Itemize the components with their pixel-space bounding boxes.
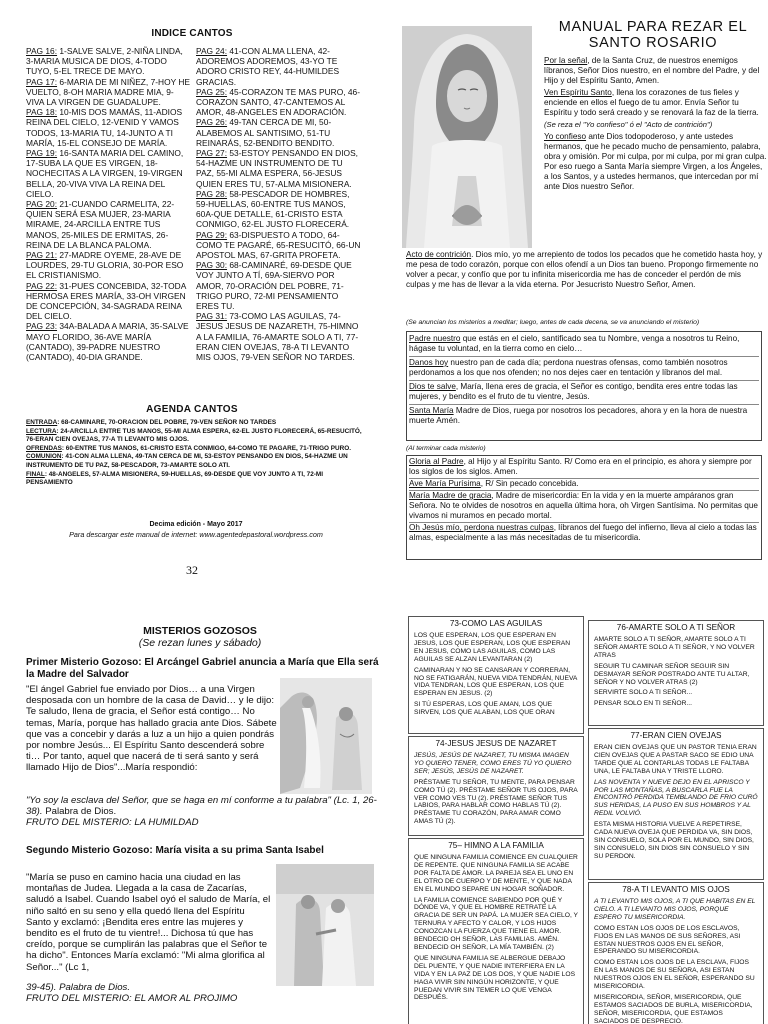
closing-note: (Al terminar cada misterio) (406, 445, 486, 452)
mysteries-note: (Se anuncian los misterios a meditar; luego, antes de cada decena, se va anunciando el misterio) (406, 319, 700, 326)
song-verse: SEGUIR TU CAMINAR SEÑOR SEGUIR SIN DESMAYAR SEÑOR POSTRADO ANTE TU ALTAR, SEÑOR Y NO VOLVER ATRAS (2) (594, 662, 750, 686)
prayer (409, 333, 759, 357)
song-76 (588, 620, 764, 726)
agenda-label: FINAL (26, 470, 45, 478)
index-songs: 63-DISPUESTO A TODO, 64-COMO TE PAGARÉ, 65-RESUCITÓ, 66-UN APOSTOL MAS, 67-GRITA PROFETA. (196, 229, 361, 261)
index-page-ref: PAG 21: (26, 250, 58, 261)
index-entry (26, 199, 190, 250)
virgin-mary-image (402, 26, 532, 248)
index-page-ref: PAG 22: (26, 280, 58, 291)
closing-prayer (409, 523, 759, 544)
songs-page (404, 612, 768, 1024)
index-songs: 6-MARIA DE MI NIÑEZ, 7-HOY HE VUELTO, 8-OH MARIA MADRE MIA, 9-VIVA LA VIRGEN DE GUADALUPE. (26, 76, 190, 108)
index-title: INDICE CANTOS (151, 28, 233, 39)
confess-label: Yo confieso (544, 132, 587, 141)
prayer-label: Dios te salve (409, 382, 456, 391)
page-number: 32 (186, 563, 198, 577)
confession-note: (Se reza el "Yo confieso" ó el "Acto de contrición") (544, 120, 713, 129)
prayer (409, 405, 759, 428)
agenda-row (26, 445, 366, 454)
index-entry (196, 260, 362, 311)
index-column-1 (26, 46, 190, 362)
index-songs: 34A-BALADA A MARIA, 35-SALVE MAYO FLORIDO, 36-AVE MARÍA (CANTADO), 39-PADRE NUESTRO (CANTADO), 40-DIA GRANDE. (26, 321, 189, 363)
song-title: 74-JESUS JESUS DE NAZARET (435, 739, 557, 748)
index-songs: 10-MIS DOS MAMÁS, 11-ADIOS REINA DEL CIELO, 12-VENID Y VAMOS TODOS, 13-MARIA TU, 14-JUNTO A TI MARÍA, 15-EL CONSEJO DE MARÍA. (26, 107, 183, 148)
first-mystery-quote (26, 795, 386, 829)
song-verse: SERVIRTE SOLO A TI SEÑOR... (594, 689, 693, 697)
first-word: Palabra de Dios. (45, 806, 117, 818)
closing-prayers (406, 455, 762, 560)
prayer-text: , María, llena eres de gracia, el Señor es contigo, bendita eres entre todas las mujeres, y bendito es el fruto de tu vientre, Jesús. (409, 382, 738, 401)
manual-title: MANUAL PARA REZAR EL SANTO ROSARIO (558, 19, 748, 51)
spirit-text: , llena los corazones de tus fieles y enciende en ellos el fuego de tu amor. Envía Señor tu Espíritu y todo será creado y se renovará la faz de la tierra. (544, 88, 759, 117)
closing-prayer (409, 491, 759, 523)
prayer (409, 381, 759, 405)
song-title: 73-COMO LAS AGUILAS (449, 619, 543, 628)
index-page-ref: PAG 18: (26, 107, 58, 118)
index-page-ref: PAG 17: (26, 76, 58, 87)
song-verse: COMO ESTAN LOS OJOS DE LA ESCLAVA, FIJOS EN LAS MANOS DE SU SEÑORA, ASI ESTAN NUESTROS OJOS EN EL SEÑOR, ESPERANDO SU MISERICORDIA. (594, 959, 755, 991)
prayer-text: nuestro pan de cada día; perdona nuestras ofensas, como también nosotros perdonamos a los que nos ofenden; no nos dejes caer en tentación y líbranos del mal. (409, 358, 728, 377)
index-entry (26, 321, 190, 362)
agenda-songs: : 68-CAMINARE, 70-ORACION DEL POBRE, 79-VEN SEÑOR NO TARDES (57, 419, 277, 426)
index-songs: 58-PESCADOR DE HOMBRES, 59-HUELLAS, 60-ENTRE TUS MANOS, 60A-QUE DETALLE, 61-CRISTO ESTA CONMIGO, 62-EL JUSTO FLORECERÁ. (196, 188, 350, 230)
agenda-songs: : 48-ANGELES, 57-ALMA MISIONERA, 59-HUELLAS, 69-DESDE QUE VOY JUNTO A TI, 72-MI PENSAMIENTO (26, 470, 323, 487)
first-mystery-body: "El ángel Gabriel fue enviado por Dios… a una Virgen desposada con un hombre de la casa de David… y le dijo: Te saludo, llena de gracia, el Señor está contigo… No temas, María, porque has hallado gracia ante Dios. Sábete que vas a concebir y darás a luz a un hijo a quien pondrás por nombre Jesús... El Espíritu Santo descenderá sobre ti… Por tanto, aquel que nacerá de ti será santo y será llamado Hijo de Dios"...María respondió: (26, 684, 277, 774)
act-text: . Dios mío, yo me arrepiento de todos los pecados que he cometido hasta hoy, y me pesa de todo corazón, porque con ellos ofendí a un Dios tan bueno. Propongo firmemente no volver a pecar, y confío que por tu infinita misericordia me has de conceder el perdón de mis culpas y me has de llevar a la vida eterna. Por Jesucristo Nuestro Señor, Amen. (406, 250, 763, 289)
download-note: Para descargar este manual de internet: www.agentedepastoral.wordpress.com (69, 530, 323, 539)
index-page-ref: PAG 24: (196, 46, 228, 56)
index-songs: 27-MADRE OYEME, 28-AVE DE LOURDES, 29-TU GLORIA, 30-POR ESO EL CRISTIANISMO. (26, 250, 184, 281)
song-verse: QUE NINGUNA FAMILIA SE ALBERGUE DEBAJO DEL PUENTE, Y QUE NADIE INTERFIERA EN LA VIDA Y EN LA PAZ DE LOS DOS, Y QUE NADIE LOS HAGA VIVIR SIN NINGÚN HORIZONTE, Y QUE PUEDAN VIVIR SIN TEMER LO QUE VENGA DESPUÉS. (414, 954, 576, 1002)
second-mystery-heading: Segundo Misterio Gozoso: María visita a su prima Santa Isabel (26, 845, 324, 856)
prayer-text: que estás en el cielo, santificado sea tu Nombre, venga a nosotros tu Reino, hágase tu voluntad, en la tierra como en cielo… (409, 334, 740, 353)
index-entry (26, 77, 190, 108)
sign-of-cross (544, 56, 768, 86)
index-entry (196, 148, 362, 189)
index-page-ref: PAG 27: (196, 148, 228, 159)
prayer (409, 357, 759, 381)
second-mystery-body: "María se puso en camino hacia una ciudad en las montañas de Judea. Llegada a la casa de Zacarías, saludó a Isabel. Cuando Isabel oyó el saludo de María, el niño saltó en su seno y ella quedó llena del Espíritu Santo y exclamó: ¡Bendita eres entre las mujeres y bendito es el fruto de tu vientre!... Dichosa tú que has creído, porque se cumplirán las palabras que el Señor te ha dicho". Entonces María exclamó: "Mi alma glorifica al Señor..." (Lc 1, (26, 872, 271, 973)
song-verse: PRÉSTAME TU SEÑOR, TU MENTE, PARA PENSAR COMO TÚ (2). PRÉSTAME SEÑOR TUS OJOS, PARA VER COMO VES TU (2). PRÉSTAME SEÑOR TUS LABIOS, PARA HABLAR COMO HABLAS TÚ (2). PRÉSTAME TU CORAZÓN, PARA AMAR COMO AMAS TÚ (2). (414, 778, 578, 826)
agenda-row (26, 419, 366, 428)
song-verse: LAS NOVENTA Y NUEVE DEJO EN EL APRISCO Y POR LAS MONTAÑAS, A BUSCARLA FUE LA ENCONTRÓ PERDIDA TEMBLANDO DE FRIO CURÓ SUS HERIDAS, LA PUSO EN SUS HOMBROS Y AL REDIL VOLVIÓ. (594, 778, 758, 818)
closing-prayer-label: Ave María Purísima (409, 479, 481, 488)
spirit-label: Ven Espíritu Santo (544, 88, 612, 97)
closing-prayer-label: María Madre de gracia (409, 491, 492, 500)
prayer-label: Santa María (409, 406, 454, 415)
song-verse: JESÚS, JESÚS DE NAZARET, TU MISMA IMAGEN YO QUIERO TENER, COMO ERES TÚ YO QUIERO SER; JESÚS, JESÚS DE NAZARET. (414, 752, 572, 775)
index-songs: 1-SALVE SALVE, 2-NIÑA LINDA, 3-MARIA MUSICA DE DIOS, 4-TODO TUYO, 5-EL TRECE DE MAYO. (26, 46, 183, 77)
decade-prayers (406, 331, 762, 441)
mysteries-title: MISTERIOS GOZOSOS (143, 625, 257, 637)
song-verse: LOS QUE ESPERAN, LOS QUE ESPERAN EN JESUS, LOS QUE ESPERAN, LOS QUE ESPERAN EN JESUS, COMO LAS AGUILAS, COMO LAS AGUILAS SE ALZAN LEVANTARAN (2) (414, 632, 571, 663)
closing-prayer-text: , Madre de misericordia: En la vida y en la muerte ampáranos gran Señora. No te olvides de nosotros en aquella última hora, oh Virgen Santísima. No permitas que vivamos ni muramos en pecado mortal. (409, 491, 758, 520)
first-quote: "Yo soy la esclava del Señor, que se haga en mí conforme a tu palabra" (26, 795, 331, 806)
index-songs: 16-SANTA MARIA DEL CAMINO, 17-SUBA LA QUE ES VIRGEN, 18-NOCHECITAS A LA VIRGEN, 19-VIRGEN BELLA, 20-VIVA VIVA LA REINA DEL CIELO. (26, 148, 184, 199)
opening-prayers (544, 56, 768, 194)
index-entry (196, 87, 362, 118)
index-entry (196, 46, 362, 87)
song-77 (588, 728, 764, 880)
song-74 (408, 736, 584, 836)
index-entry (196, 311, 362, 362)
song-title: 76-AMARTE SOLO A TI SEÑOR (616, 623, 736, 632)
index-songs: 49-TAN CERCA DE MI, 50-ALABEMOS AL SANTISIMO, 51-TU REINARÁS, 52-BENDITO BENDITO. (196, 117, 335, 148)
second-ref: 39-45 (26, 982, 51, 993)
prayer-label: Danos hoy (409, 358, 449, 367)
song-73 (408, 616, 584, 734)
agenda-songs: : 60-ENTRE TUS MANOS, 61-CRISTO ESTA CONMIGO, 64-COMO TE PAGARE, 71-TRIGO PURO. (61, 444, 352, 452)
second-fruit: FRUTO DEL MISTERIO: EL AMOR AL PROJIMO (26, 993, 238, 1005)
song-verse: A TI LEVANTO MIS OJOS, A TI QUE HABITAS EN EL CIELO. A TI LEVANTO MIS OJOS, PORQUE ESPERO TU MISERICORDIA. (594, 898, 756, 921)
index-page-ref: PAG 19: (26, 148, 58, 159)
index-page-ref: PAG 26: (196, 117, 228, 128)
second-mystery-text (26, 872, 272, 973)
index-entry (26, 281, 190, 322)
closing-prayer-label: Oh Jesús mío, perdona nuestras culpas (409, 523, 554, 532)
index-column-2 (196, 46, 362, 362)
index-entry (196, 230, 362, 261)
confiteor (544, 132, 768, 192)
index-page-ref: PAG 31: (196, 311, 228, 322)
prayer-label: Padre nuestro (409, 334, 461, 343)
first-ref: (Lc. 1, 26-38). (26, 795, 377, 818)
annunciation-image (280, 678, 372, 794)
closing-prayer-text: , líbranos del fuego del infierno, lleva al cielo a todas las almas, especialmente a las más necesitadas de tu misericordia. (409, 523, 757, 542)
agenda-songs: : 41-CON ALMA LLENA, 49-TAN CERCA DE MI, 53-ESTOY PENSANDO EN DIOS, 54-HAZME UN INSTRUMENTO DE TU PAZ, 58-PESCADOR, 73-AMARTE SOLO ATI. (26, 453, 348, 469)
agenda-label: COMUNION (26, 453, 62, 461)
index-entry (196, 117, 362, 148)
index-songs: 41-CON ALMA LLENA, 42-ADOREMOS ADOREMOS, 43-YO TE ADORO CRISTO REY, 44-HUMILDES GRACIAS. (196, 46, 340, 87)
agenda-row (26, 471, 366, 488)
closing-prayer-text: , al Hijo y al Espíritu Santo. R/ Como era en el principio, es ahora y siempre por los siglos de los siglos. Amen. (409, 457, 752, 476)
confess-text: ante Dios todopoderoso, y ante ustedes hermanos, que he pecado mucho de pensamiento, palabra, obra y omisión. Por mi culpa, por mi culpa, por mi gran culpa. Por eso ruego a Santa María siempre Virgen, a los Ángeles, a los Santos, y a ustedes hermanos, que intercedan por mí ante Dios nuestro Señor. (544, 132, 767, 191)
second-word: ). Palabra de Dios. (50, 982, 130, 993)
act-of-contrition (406, 250, 766, 290)
index-songs: 73-COMO LAS AGUILAS, 74-JESUS JESUS DE NAZARETH, 75-HIMNO A LA FAMILIA, 76-AMARTE SOLO A TI, 77-ERAN CIEN OVEJAS, 78-A TI LEVANTO MIS OJOS, 79-VEN SEÑOR NO TARDES. (196, 311, 359, 363)
index-entry (26, 107, 190, 148)
closing-prayer (409, 457, 759, 479)
song-verse: PENSAR SOLO EN TI SEÑOR... (594, 700, 692, 708)
closing-prayer (409, 479, 759, 491)
song-verse: ESTA MISMA HISTORIA VUELVE A REPETIRSE, CADA NUEVA OVEJA QUE PERDIDA VA, SIN DIOS, SIN CONSUELO, SOLA POR EL MUNDO, SIN DIOS, SIN CONSUELO, SIN DIOS SIN CONSUELO Y SIN SU PERDON. (594, 821, 754, 860)
index-page (0, 0, 384, 590)
index-entry (26, 250, 190, 281)
song-verse: QUE NINGUNA FAMILIA COMIENCE EN CUALQUIER DE REPENTE. QUE NINGUNA FAMILIA SE ACABE POR FALTA DE AMOR. LA PAREJA SEA EL UNO EN EL OTRO DE CUERPO Y DE MENTE, Y QUE NADA EN EL MUNDO SEPARE UN HOGAR SOÑADOR. (414, 854, 578, 893)
closing-prayer-text: , R/ Sin pecado concebida. (480, 479, 579, 488)
agenda-label: LECTURA (26, 427, 57, 435)
index-page-ref: PAG 29: (196, 229, 228, 240)
agenda-title: AGENDA CANTOS (146, 404, 238, 415)
song-verse: CAMINARAN Y NO SE CANSARAN Y CORRERAN, NO SE FATIGARÁN, NUEVA VIDA TENDRÁN, NUEVA VIDA TENDRAN, LOS QUE ESPERAN, LOS QUE ESPERAN EN JESUS. (2) (414, 666, 578, 698)
edition-note: Decima edición - Mayo 2017 (149, 521, 243, 528)
song-title: 75– HIMNO A LA FAMILIA (448, 841, 544, 850)
index-songs: 68-CAMINARÉ, 69-DESDE QUE VOY JUNTO A TÍ, 69A-SIERVO POR AMOR, 70-ORACIÓN DEL POBRE, 71-TRIGO PURO, 72-MI PENSAMIENTO ERES TU. (196, 260, 352, 312)
song-verse: AMARTE SOLO A TI SEÑOR, AMARTE SOLO A TI SEÑOR AMARTE SOLO A TI SEÑOR, Y NO VOLVER ATRAS (594, 636, 755, 659)
index-page-ref: PAG 20: (26, 199, 58, 210)
agenda-row (26, 428, 366, 445)
index-songs: 53-ESTOY PENSANDO EN DIOS, 54-HAZME UN INSTRUMENTO DE TU PAZ, 55-MI ALMA ESPERA, 56-JESUS QUIEN ERES TU, 57-ALMA MISIONERA. (196, 148, 358, 189)
index-page-ref: PAG 16: (26, 46, 58, 56)
index-entry (196, 189, 362, 230)
song-verse: MISERICORDIA, SEÑOR, MISERICORDIA, QUE ESTAMOS SACIADOS DE BURLA, MISERICORDIA, SEÑOR, MISERICORDIA, QUE ESTAMOS SACIADOS DE DESPRECIO. (594, 993, 753, 1024)
prayer-text: Madre de Dios, ruega por nosotros los pecadores, ahora y en la hora de nuestra muerte Amén. (409, 406, 748, 425)
agenda-list (26, 419, 366, 488)
rosary-manual-page (388, 0, 768, 590)
joyful-mysteries-page (0, 610, 400, 1024)
index-entry (26, 148, 190, 199)
song-78 (588, 882, 764, 1024)
sign-label: Por la señal (544, 56, 588, 65)
agenda-row (26, 453, 366, 470)
visitation-image (276, 864, 374, 986)
song-verse: LA FAMILIA COMIENCE SABIENDO POR QUÉ Y DÓNDE VA, Y QUE EL HOMBRE RETRATE LA GRACIA DE SER UN PAPÁ. LA MUJER SEA CIELO, Y TERNURA Y AFECTO Y CALOR, Y LOS HIJOS CONOZCAN LA FUERZA QUE TIENE EL AMOR. BENDECID OH SEÑOR, LAS FAMILIAS. AMÉN. BENDECID OH SEÑOR, LA MÍA TAMBIÉN. (2) (414, 896, 578, 951)
song-title: 78-A TI LEVANTO MIS OJOS (622, 885, 730, 894)
index-page-ref: PAG 30: (196, 260, 228, 271)
index-page-ref: PAG 23: (26, 321, 58, 332)
agenda-label: OFRENDAS (26, 444, 62, 452)
index-entry (26, 46, 190, 77)
mysteries-subtitle: (Se rezan lunes y sábado) (138, 637, 262, 649)
closing-prayer-label: Gloria al Padre (409, 457, 464, 466)
song-title: 77-ERAN CIEN OVEJAS (630, 731, 722, 740)
come-holy-spirit (544, 88, 768, 118)
sign-text: , de la Santa Cruz, de nuestros enemigos líbranos, Señor Dios nuestro, en el nombre del Padre, y del Hijo y del Espíritu Santo, Amen. (544, 56, 760, 85)
index-songs: 45-CORAZON TE MAS PURO, 46-CORAZON SANTO, 47-CANTEMOS AL AMOR, 48-ANGELES EN ADORACIÓN. (196, 86, 360, 118)
index-page-ref: PAG 28: (196, 188, 228, 199)
song-verse: COMO ESTAN LOS OJOS DE LOS ESCLAVOS, FIJOS EN LAS MANOS DE SUS SEÑORES, ASI ESTAN NUESTROS OJOS EN EL SEÑOR, ESPERANDO SU MISERICORDIA. (594, 924, 741, 956)
song-75 (408, 838, 584, 1024)
agenda-label: ENTRADA (26, 419, 58, 426)
agenda-songs: : 24-ARCILLA ENTRE TUS MANOS, 55-MI ALMA ESPERA, 62-EL JUSTO FLORECERÁ, 65-RESUCITÓ, 76-ERAN CIEN OVEJAS, 77-A TI LEVANTO MIS OJOS. (26, 427, 362, 444)
index-songs: 21-CUANDO CARMELITA, 22-QUIEN SERÁ ESA MUJER, 23-MARIA MIRAME, 24-ARCILLA ENTRE TUS MANOS, 25-MILES DE ERMITAS, 26-REINA DE LA BLANCA PALOMA. (26, 199, 175, 250)
song-verse: SI TÚ ESPERAS, LOS QUE AMAN, LOS QUE SIRVEN, LOS QUE ALABAN, LOS QUE ORAN (414, 701, 555, 717)
index-songs: 31-PUES CONCEBIDA, 32-TODA HERMOSA ERES MARÍA, 33-OH VIRGEN DE CONCEPCIÓN, 34-SAGRADA REINA DEL CIELO. (26, 280, 186, 322)
song-verse: ERAN CIEN OVEJAS QUE UN PASTOR TENIA ERAN CIEN OVEJAS QUE A PASTAR SACO SE EDIO UNA TARDE QUE AL CONTARLAS TODAS LE FALTABA UNA, LE FALTABA UNA Y TRISTE LLORO. (594, 744, 757, 775)
first-mystery-heading: Primer Misterio Gozoso: El Arcángel Gabriel anuncia a María que Ella será la Madre del Salvador (26, 657, 379, 680)
act-label: Acto de contrición (406, 250, 472, 259)
first-mystery-text (26, 684, 278, 774)
index-page-ref: PAG 25: (196, 86, 228, 97)
first-fruit: FRUTO DEL MISTERIO: LA HUMILDAD (26, 817, 199, 829)
